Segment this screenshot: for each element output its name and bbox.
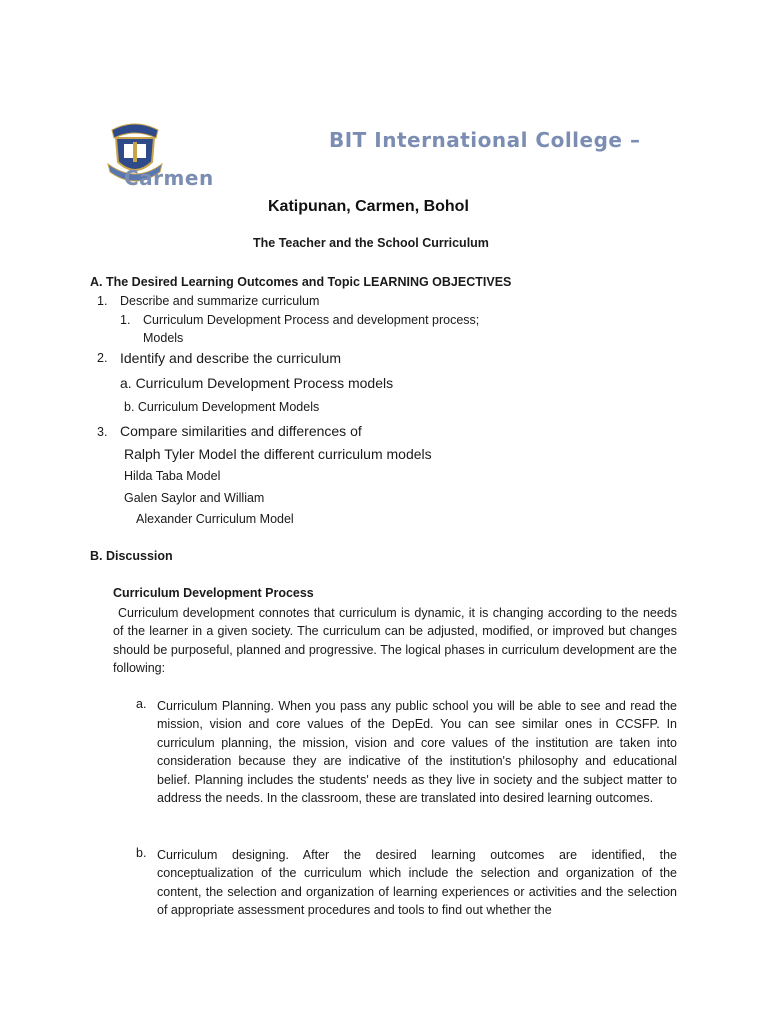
college-location: Katipunan, Carmen, Bohol	[268, 198, 469, 215]
college-name-line2: Carmen	[124, 166, 214, 190]
objective-subitem-continued: Models	[143, 331, 184, 345]
discussion-intro-paragraph: Curriculum development connotes that curriculum is dynamic, it is changing according to the needs of the learner in a given society. The curriculum can be adjusted, modified, or improved but changes should be purposeful, planned and progressive. The logical phases in curriculum development are the following:	[113, 606, 677, 676]
objective-number: 2.	[97, 351, 108, 365]
section-a-heading: A. The Desired Learning Outcomes and Topic LEARNING OBJECTIVES	[90, 275, 512, 289]
objective-subitem: Curriculum Development Process and development process;	[143, 313, 480, 327]
phase-paragraph: Curriculum designing. After the desired learning outcomes are identified, the conceptualization of the curriculum which include the selection and organization of the content, the selection and organization of learning experiences or activities and the selection of appropriate assessment procedures and tools to find out whether the	[157, 848, 677, 918]
objective-item: Compare similarities and differences of	[120, 423, 362, 439]
discussion-subheading: Curriculum Development Process	[113, 586, 314, 600]
objective-item: Describe and summarize curriculum	[120, 294, 320, 308]
objective-subnumber: 1.	[120, 313, 131, 327]
model-list-item-continued: Alexander Curriculum Model	[136, 512, 294, 526]
model-list-item: Ralph Tyler Model the different curriculum models	[124, 446, 432, 462]
section-b-heading: B. Discussion	[90, 549, 173, 563]
phase-paragraph: Curriculum Planning. When you pass any public school you will be able to see and read the mission, vision and core values of the DepEd. You can see similar ones in CCSFP. In curriculum planning, the mission, vision and core values of the institution are taken into consideration because they are indicative of the institution's philosophy and educational belief. Planning includes the students' needs as they live in society and the subject matter to address the needs. In the classroom, these are translated into desired learning outcomes.	[157, 699, 677, 806]
objective-subitem: a. Curriculum Development Process models	[120, 375, 394, 391]
objective-item: Identify and describe the curriculum	[120, 350, 341, 366]
objective-subitem: b. Curriculum Development Models	[124, 400, 320, 414]
model-list-item: Galen Saylor and William	[124, 491, 265, 505]
phase-letter: b.	[136, 846, 147, 860]
objective-number: 1.	[97, 294, 108, 308]
college-name: BIT International College –	[329, 128, 641, 152]
model-list-item: Hilda Taba Model	[124, 469, 221, 483]
objective-number: 3.	[97, 425, 108, 439]
phase-letter: a.	[136, 697, 147, 711]
document-subtitle: The Teacher and the School Curriculum	[253, 236, 489, 250]
